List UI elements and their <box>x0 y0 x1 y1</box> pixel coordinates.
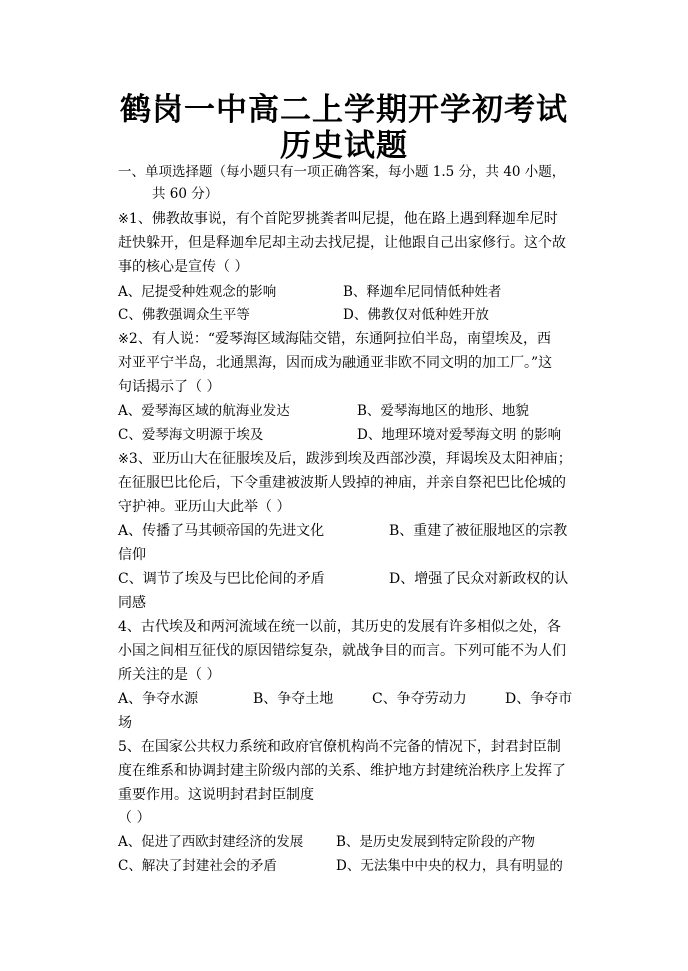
question-4-stem-line-1: 4、古代埃及和两河流域在统一以前，其历史的发展有许多相似之处，各 <box>118 619 561 635</box>
question-2-stem-line-2: 对亚平宁半岛，北通黑海，因而成为融通亚非欧不同文明的加工厂。”这 <box>118 355 553 371</box>
section-heading-cont: 共 60 分） <box>152 186 219 202</box>
question-1-stem-line-3: 事的核心是宣传（ ） <box>118 259 249 275</box>
question-3-option-c: C、调节了埃及与巴比伦间的矛盾 <box>118 571 325 587</box>
exam-subtitle: 历史试题 <box>280 128 408 164</box>
question-3-option-d-cont: 同感 <box>118 595 146 611</box>
question-3-option-b-cont: 信仰 <box>118 547 146 563</box>
question-5-stem-line-2: 度在维系和协调封建主阶级内部的关系、维护地方封建统治秩序上发挥了 <box>118 763 566 779</box>
question-5-option-b: B、是历史发展到特定阶段的产物 <box>336 834 535 850</box>
question-3-option-d: D、增强了民众对新政权的认 <box>389 571 569 587</box>
question-1-option-c: C、佛教强调众生平等 <box>118 307 250 323</box>
question-3-stem-line-2: 在征服巴比伦后，下令重建被波斯人毁掉的神庙，并亲自祭祀巴比伦城的 <box>118 475 566 491</box>
section-heading: 一、单项选择题（每小题只有一项正确答案，每小题 1.5 分，共 40 小题， <box>118 164 566 180</box>
question-4-option-a: A、争夺水源 <box>118 691 199 707</box>
question-4-option-d: D、争夺市 <box>505 691 573 707</box>
question-2-stem-line-1: ※2、有人说：“爱琴海区域海陆交错，东通阿拉伯半岛，南望埃及，西 <box>118 331 551 347</box>
exam-title: 鹤岗一中高二上学期开学初考试 <box>120 92 568 128</box>
question-3-stem-line-1: ※3、亚历山大在征服埃及后，跋涉到埃及西部沙漠，拜谒埃及太阳神庙； <box>118 451 572 467</box>
question-2-marker: ※ <box>118 332 129 347</box>
question-4-option-b: B、争夺土地 <box>253 691 334 707</box>
question-4-option-c: C、争夺劳动力 <box>372 691 467 707</box>
question-1-marker: ※ <box>118 212 129 227</box>
question-2-option-a: A、爱琴海区域的航海业发达 <box>118 403 290 419</box>
question-2-option-d: D、地理环境对爱琴海文明 的影响 <box>357 427 562 443</box>
question-1-stem-line-1: ※1、佛教故事说，有个首陀罗挑粪者叫尼提，他在路上遇到释迦牟尼时 <box>118 211 558 227</box>
question-3-option-a: A、传播了马其顿帝国的先进文化 <box>118 523 325 539</box>
question-5-option-c: C、解决了封建社会的矛盾 <box>118 858 277 874</box>
question-1-option-d: D、佛教仅对低种姓开放 <box>343 307 489 323</box>
question-2-option-b: B、爱琴海地区的地形、地貌 <box>357 403 529 419</box>
question-3-marker: ※ <box>118 452 129 467</box>
question-5-option-d: D、无法集中中央的权力，具有明显的 <box>336 858 563 874</box>
question-5-option-a: A、促进了西欧封建经济的发展 <box>118 834 304 850</box>
question-2-option-c: C、爱琴海文明源于埃及 <box>118 427 264 443</box>
question-1-option-b: B、释迦牟尼同情低种姓者 <box>343 284 502 300</box>
question-4-option-d-cont: 场 <box>118 715 132 731</box>
question-4-stem-line-2: 小国之间相互征伐的原因错综复杂，就战争目的而言。下列可能不为人们 <box>118 643 566 659</box>
question-2-stem-line-3: 句话揭示了（ ） <box>118 379 221 395</box>
question-4-stem-line-3: 所关注的是（ ） <box>118 667 221 683</box>
question-3-stem-line-3: 守护神。亚历山大此举（ ） <box>118 499 291 515</box>
question-1-option-a: A、尼提受种姓观念的影响 <box>118 284 277 300</box>
question-1-stem-line-2: 赶快躲开，但是释迦牟尼却主动去找尼提，让他跟自己出家修行。这个故 <box>118 235 566 251</box>
question-3-option-b: B、重建了被征服地区的宗教 <box>389 523 568 539</box>
question-5-stem-line-3: 重要作用。这说明封君封臣制度 <box>118 787 314 803</box>
question-5-stem-line-1: 5、在国家公共权力系统和政府官僚机构尚不完备的情况下，封君封臣制 <box>118 739 561 755</box>
question-5-stem-line-4: （ ） <box>118 810 151 826</box>
